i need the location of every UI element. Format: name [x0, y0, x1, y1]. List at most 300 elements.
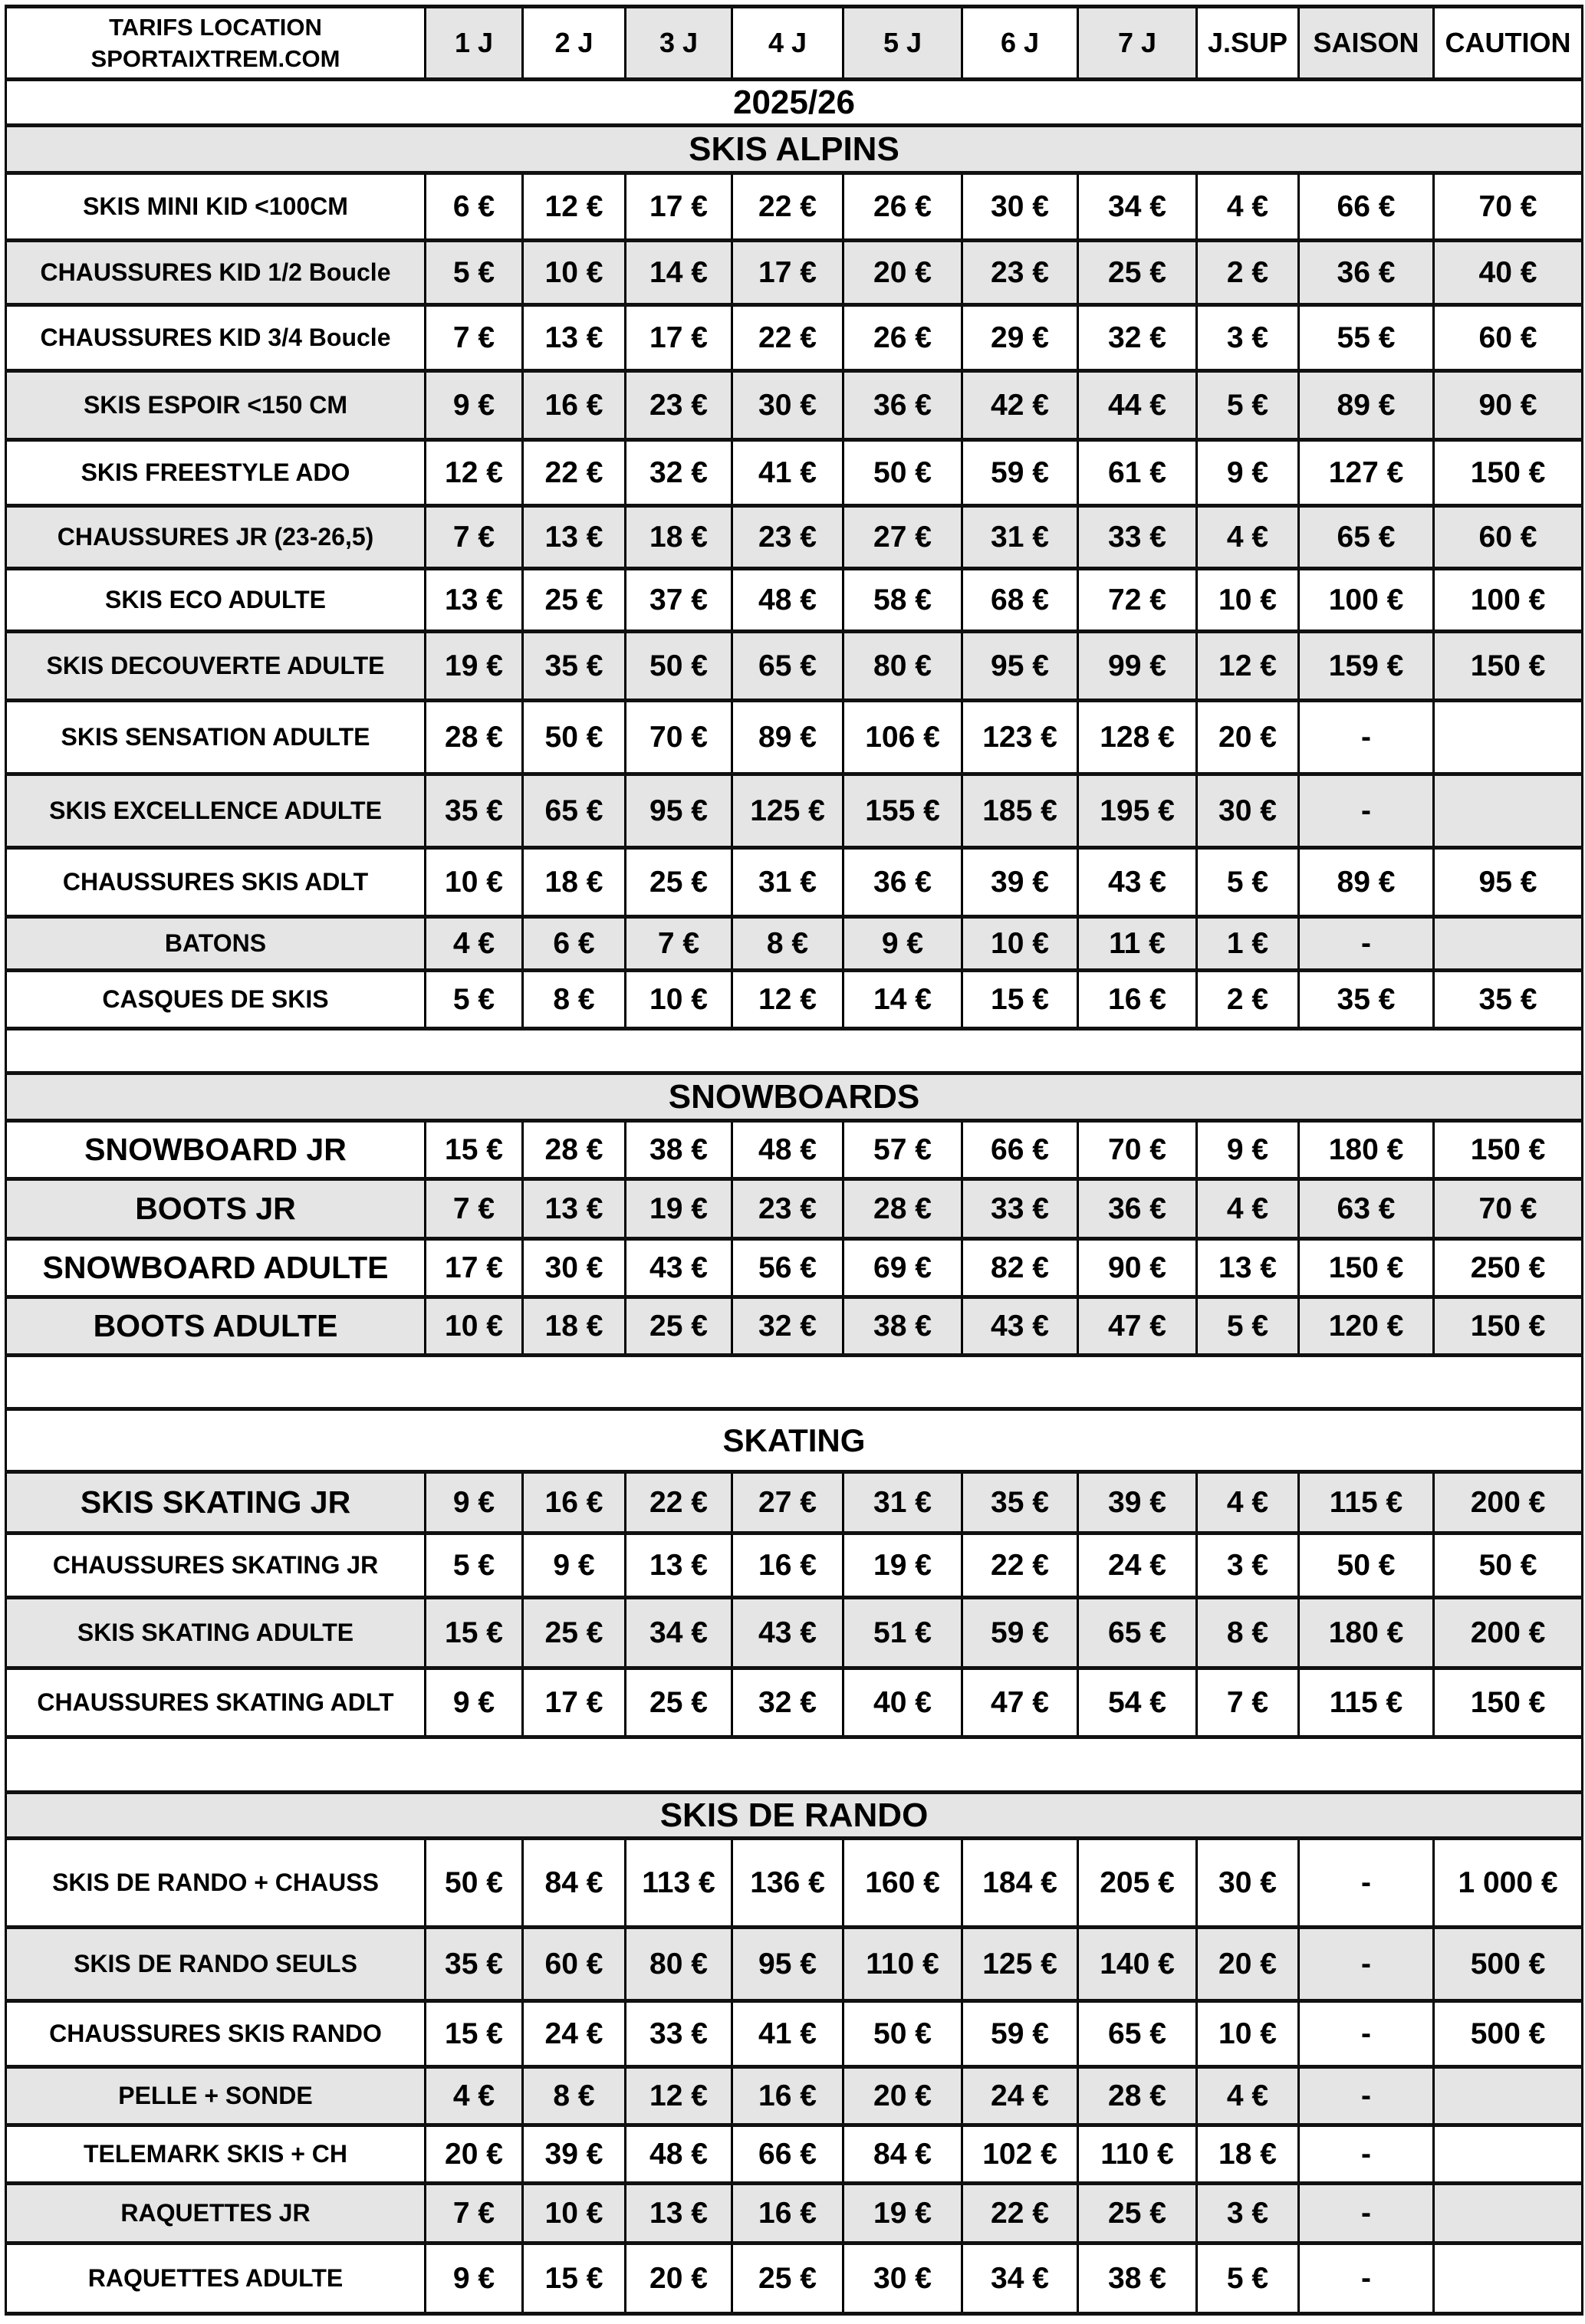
table-row — [6, 701, 1583, 774]
item-label: PELLE + SONDE — [6, 2067, 426, 2125]
price-cell: 72 € — [1078, 569, 1197, 632]
price-cell: 13 € — [1197, 1239, 1299, 1297]
table-row — [6, 1598, 1583, 1668]
price-cell: 24 € — [523, 2001, 626, 2067]
price-cell: 60 € — [1434, 305, 1583, 371]
price-cell: 9 € — [1197, 1121, 1299, 1179]
price-cell: 9 € — [843, 917, 962, 971]
price-cell: 33 € — [962, 1179, 1078, 1239]
price-cell: 30 € — [843, 2243, 962, 2314]
price-cell: - — [1299, 701, 1434, 774]
price-cell: 100 € — [1434, 569, 1583, 632]
table-row — [6, 1839, 1583, 1928]
table-row — [6, 569, 1583, 632]
price-cell: - — [1299, 2001, 1434, 2067]
price-cell: 33 € — [1078, 506, 1197, 569]
price-cell: 13 € — [523, 506, 626, 569]
price-cell: 24 € — [1078, 1533, 1197, 1598]
price-cell: 58 € — [843, 569, 962, 632]
price-cell: 150 € — [1299, 1239, 1434, 1297]
price-cell: 60 € — [1434, 506, 1583, 569]
title-line-1: TARIFS LOCATION — [109, 14, 322, 41]
price-cell: 28 € — [843, 1179, 962, 1239]
price-cell: 25 € — [1078, 2184, 1197, 2243]
price-cell: 17 € — [732, 241, 843, 305]
item-label: SNOWBOARD JR — [6, 1121, 426, 1179]
price-cell: 90 € — [1078, 1239, 1197, 1297]
price-cell: 4 € — [1197, 173, 1299, 241]
table-row — [6, 2243, 1583, 2314]
price-cell: 59 € — [962, 440, 1078, 506]
price-cell: 5 € — [1197, 2243, 1299, 2314]
price-cell: 95 € — [626, 774, 732, 848]
price-cell: 1 € — [1197, 917, 1299, 971]
table-title — [6, 7, 426, 80]
price-cell: 19 € — [426, 632, 523, 701]
price-cell: 180 € — [1299, 1598, 1434, 1668]
price-cell: 184 € — [962, 1839, 1078, 1928]
item-label: BOOTS JR — [6, 1179, 426, 1239]
price-cell: 13 € — [426, 569, 523, 632]
price-cell: 28 € — [1078, 2067, 1197, 2125]
price-cell: 59 € — [962, 2001, 1078, 2067]
price-cell: 20 € — [426, 2125, 523, 2184]
spacer-cell — [6, 1356, 1583, 1409]
table-row — [6, 1297, 1583, 1356]
price-cell: 15 € — [426, 2001, 523, 2067]
price-cell: 12 € — [426, 440, 523, 506]
price-cell: 44 € — [1078, 371, 1197, 440]
price-cell: 10 € — [626, 971, 732, 1029]
price-cell: 115 € — [1299, 1472, 1434, 1533]
section-header-rando — [6, 1793, 1583, 1839]
item-label: SKIS EXCELLENCE ADULTE — [6, 774, 426, 848]
section-header-skating — [6, 1409, 1583, 1472]
price-table — [5, 5, 1583, 2316]
price-cell: 32 € — [732, 1668, 843, 1737]
header-row — [6, 7, 1583, 80]
price-cell: 16 € — [523, 1472, 626, 1533]
price-cell: - — [1299, 2184, 1434, 2243]
price-cell: 30 € — [523, 1239, 626, 1297]
price-cell: 5 € — [426, 241, 523, 305]
price-cell: 106 € — [843, 701, 962, 774]
price-cell: 35 € — [523, 632, 626, 701]
price-cell: 180 € — [1299, 1121, 1434, 1179]
section-title: SKATING — [6, 1409, 1583, 1472]
table-row — [6, 305, 1583, 371]
season-label: 2025/26 — [6, 80, 1583, 126]
price-cell: 18 € — [523, 848, 626, 917]
price-cell: 26 € — [843, 305, 962, 371]
price-cell: 12 € — [626, 2067, 732, 2125]
price-cell: 65 € — [732, 632, 843, 701]
price-cell: 8 € — [523, 2067, 626, 2125]
price-cell: 56 € — [732, 1239, 843, 1297]
table-row — [6, 2001, 1583, 2067]
price-cell: 110 € — [1078, 2125, 1197, 2184]
table-row — [6, 632, 1583, 701]
price-cell: 125 € — [732, 774, 843, 848]
col-header-2j: 2 J — [523, 7, 626, 80]
price-cell: 50 € — [523, 701, 626, 774]
item-label: RAQUETTES ADULTE — [6, 2243, 426, 2314]
price-cell: 9 € — [426, 371, 523, 440]
table-row — [6, 371, 1583, 440]
price-cell: 9 € — [426, 1668, 523, 1737]
price-cell: 100 € — [1299, 569, 1434, 632]
price-cell: 10 € — [426, 1297, 523, 1356]
price-cell: 32 € — [626, 440, 732, 506]
price-cell: 66 € — [1299, 173, 1434, 241]
price-cell: 123 € — [962, 701, 1078, 774]
price-cell: 50 € — [843, 2001, 962, 2067]
price-cell: 13 € — [523, 305, 626, 371]
price-cell: 128 € — [1078, 701, 1197, 774]
price-cell: 50 € — [1299, 1533, 1434, 1598]
price-cell: 47 € — [1078, 1297, 1197, 1356]
price-cell: 23 € — [732, 1179, 843, 1239]
price-cell: 25 € — [1078, 241, 1197, 305]
price-cell: 113 € — [626, 1839, 732, 1928]
price-cell: 4 € — [426, 917, 523, 971]
item-label: SKIS DECOUVERTE ADULTE — [6, 632, 426, 701]
price-cell: 19 € — [843, 2184, 962, 2243]
price-cell: 55 € — [1299, 305, 1434, 371]
price-cell: 35 € — [962, 1472, 1078, 1533]
price-cell — [1434, 2067, 1583, 2125]
price-cell: 30 € — [962, 173, 1078, 241]
section-title: SKIS ALPINS — [6, 126, 1583, 173]
price-cell: 500 € — [1434, 2001, 1583, 2067]
price-cell — [1434, 2125, 1583, 2184]
item-label: SKIS SKATING JR — [6, 1472, 426, 1533]
price-cell: 29 € — [962, 305, 1078, 371]
item-label: SKIS MINI KID <100CM — [6, 173, 426, 241]
price-cell: 33 € — [626, 2001, 732, 2067]
price-cell: - — [1299, 2067, 1434, 2125]
item-label: CHAUSSURES SKIS RANDO — [6, 2001, 426, 2067]
price-cell: 195 € — [1078, 774, 1197, 848]
price-cell: 200 € — [1434, 1472, 1583, 1533]
price-cell: 10 € — [523, 241, 626, 305]
price-cell: - — [1299, 774, 1434, 848]
price-cell: 17 € — [626, 173, 732, 241]
price-cell: 12 € — [732, 971, 843, 1029]
price-cell: 15 € — [426, 1121, 523, 1179]
price-cell: 10 € — [426, 848, 523, 917]
price-cell: 48 € — [626, 2125, 732, 2184]
price-cell: - — [1299, 2243, 1434, 2314]
price-cell: 22 € — [626, 1472, 732, 1533]
price-cell: 69 € — [843, 1239, 962, 1297]
price-cell: 12 € — [523, 173, 626, 241]
price-cell: 23 € — [626, 371, 732, 440]
price-cell: 51 € — [843, 1598, 962, 1668]
price-cell: 89 € — [1299, 848, 1434, 917]
spacer-cell — [6, 1029, 1583, 1073]
price-cell: 23 € — [732, 506, 843, 569]
price-cell: 34 € — [962, 2243, 1078, 2314]
item-label: SNOWBOARD ADULTE — [6, 1239, 426, 1297]
price-cell: 115 € — [1299, 1668, 1434, 1737]
price-cell: 4 € — [1197, 1472, 1299, 1533]
price-cell: 30 € — [1197, 1839, 1299, 1928]
item-label: BATONS — [6, 917, 426, 971]
price-cell: 7 € — [426, 1179, 523, 1239]
price-cell: 20 € — [1197, 1928, 1299, 2001]
price-cell: 40 € — [843, 1668, 962, 1737]
price-cell: 36 € — [843, 848, 962, 917]
price-cell — [1434, 2243, 1583, 2314]
price-cell: 19 € — [843, 1533, 962, 1598]
price-cell: 35 € — [426, 1928, 523, 2001]
price-cell: 43 € — [962, 1297, 1078, 1356]
item-label: SKIS ECO ADULTE — [6, 569, 426, 632]
price-cell: 2 € — [1197, 971, 1299, 1029]
price-cell: 110 € — [843, 1928, 962, 2001]
price-cell: 185 € — [962, 774, 1078, 848]
price-cell: 38 € — [626, 1121, 732, 1179]
table-row — [6, 2125, 1583, 2184]
price-cell: - — [1299, 1839, 1434, 1928]
price-cell: 50 € — [843, 440, 962, 506]
price-cell: 3 € — [1197, 305, 1299, 371]
price-cell: 6 € — [523, 917, 626, 971]
price-cell: 70 € — [1434, 1179, 1583, 1239]
table-row — [6, 1472, 1583, 1533]
price-cell: 13 € — [523, 1179, 626, 1239]
price-cell: 150 € — [1434, 440, 1583, 506]
price-cell: 7 € — [626, 917, 732, 971]
price-cell: 39 € — [523, 2125, 626, 2184]
section-header-alpins — [6, 126, 1583, 173]
price-cell: 4 € — [1197, 506, 1299, 569]
price-cell: 20 € — [1197, 701, 1299, 774]
table-row — [6, 440, 1583, 506]
price-cell: 84 € — [523, 1839, 626, 1928]
price-cell: 35 € — [1299, 971, 1434, 1029]
price-cell: 10 € — [962, 917, 1078, 971]
price-cell: 8 € — [523, 971, 626, 1029]
table-row — [6, 774, 1583, 848]
price-cell: 70 € — [1078, 1121, 1197, 1179]
price-cell: 136 € — [732, 1839, 843, 1928]
price-cell: 102 € — [962, 2125, 1078, 2184]
price-cell: 36 € — [1299, 241, 1434, 305]
price-cell: 25 € — [626, 1668, 732, 1737]
price-cell: 10 € — [523, 2184, 626, 2243]
price-cell: 15 € — [426, 1598, 523, 1668]
price-cell: 25 € — [732, 2243, 843, 2314]
price-cell: 65 € — [1078, 2001, 1197, 2067]
price-cell: 95 € — [962, 632, 1078, 701]
price-cell: 127 € — [1299, 440, 1434, 506]
price-cell: 48 € — [732, 1121, 843, 1179]
price-cell: 250 € — [1434, 1239, 1583, 1297]
price-cell — [1434, 701, 1583, 774]
col-header-5j: 5 J — [843, 7, 962, 80]
item-label: CHAUSSURES SKATING JR — [6, 1533, 426, 1598]
price-cell: 60 € — [523, 1928, 626, 2001]
item-label: CHAUSSURES JR (23-26,5) — [6, 506, 426, 569]
price-cell — [1434, 2184, 1583, 2243]
price-cell: 63 € — [1299, 1179, 1434, 1239]
price-cell: 35 € — [426, 774, 523, 848]
price-cell: 48 € — [732, 569, 843, 632]
price-cell: 5 € — [426, 1533, 523, 1598]
item-label: CHAUSSURES SKIS ADLT — [6, 848, 426, 917]
price-cell: 9 € — [426, 1472, 523, 1533]
price-cell: 95 € — [732, 1928, 843, 2001]
price-cell: 120 € — [1299, 1297, 1434, 1356]
price-cell: 25 € — [626, 848, 732, 917]
price-cell: 28 € — [426, 701, 523, 774]
table-row — [6, 173, 1583, 241]
price-cell: 16 € — [732, 2184, 843, 2243]
price-cell: 89 € — [1299, 371, 1434, 440]
table-row — [6, 971, 1583, 1029]
col-header-1j: 1 J — [426, 7, 523, 80]
col-header-6j: 6 J — [962, 7, 1078, 80]
price-cell: 32 € — [1078, 305, 1197, 371]
price-cell: 5 € — [426, 971, 523, 1029]
price-cell: 16 € — [732, 2067, 843, 2125]
price-cell: 13 € — [626, 1533, 732, 1598]
price-cell: 12 € — [1197, 632, 1299, 701]
price-cell: 8 € — [732, 917, 843, 971]
price-cell: 16 € — [1078, 971, 1197, 1029]
price-cell: 2 € — [1197, 241, 1299, 305]
price-cell: 23 € — [962, 241, 1078, 305]
item-label: SKIS ESPOIR <150 CM — [6, 371, 426, 440]
item-label: BOOTS ADULTE — [6, 1297, 426, 1356]
table-row — [6, 506, 1583, 569]
price-cell: 150 € — [1434, 1121, 1583, 1179]
price-cell: 84 € — [843, 2125, 962, 2184]
title-line-2: SPORTAIXTREM.COM — [90, 45, 340, 72]
price-cell: 50 € — [1434, 1533, 1583, 1598]
price-cell: 18 € — [1197, 2125, 1299, 2184]
price-cell: 31 € — [962, 506, 1078, 569]
price-cell: 61 € — [1078, 440, 1197, 506]
price-cell: 160 € — [843, 1839, 962, 1928]
price-cell: 25 € — [523, 569, 626, 632]
price-cell: 16 € — [523, 371, 626, 440]
price-cell — [1434, 774, 1583, 848]
spacer-row — [6, 1356, 1583, 1409]
price-cell: 65 € — [1299, 506, 1434, 569]
table-row — [6, 241, 1583, 305]
item-label: CHAUSSURES KID 3/4 Boucle — [6, 305, 426, 371]
price-cell: 150 € — [1434, 632, 1583, 701]
price-cell: 4 € — [426, 2067, 523, 2125]
price-cell: 10 € — [1197, 2001, 1299, 2067]
price-cell: 4 € — [1197, 2067, 1299, 2125]
price-cell: 20 € — [626, 2243, 732, 2314]
price-cell: 32 € — [732, 1297, 843, 1356]
price-cell: 65 € — [523, 774, 626, 848]
item-label: RAQUETTES JR — [6, 2184, 426, 2243]
price-cell: 59 € — [962, 1598, 1078, 1668]
price-cell: 37 € — [626, 569, 732, 632]
price-cell: 31 € — [732, 848, 843, 917]
season-row — [6, 80, 1583, 126]
price-cell: 24 € — [962, 2067, 1078, 2125]
item-label: SKIS DE RANDO + CHAUSS — [6, 1839, 426, 1928]
price-cell: 34 € — [1078, 173, 1197, 241]
price-cell: 7 € — [426, 506, 523, 569]
price-cell: 14 € — [843, 971, 962, 1029]
price-cell: 18 € — [626, 506, 732, 569]
price-cell: 3 € — [1197, 2184, 1299, 2243]
price-cell: 22 € — [962, 1533, 1078, 1598]
col-header-saison: SAISON — [1299, 7, 1434, 80]
col-header-4j: 4 J — [732, 7, 843, 80]
table-row — [6, 2184, 1583, 2243]
price-cell: 7 € — [426, 2184, 523, 2243]
price-cell: 25 € — [626, 1297, 732, 1356]
item-label: CHAUSSURES SKATING ADLT — [6, 1668, 426, 1737]
price-cell: 150 € — [1434, 1297, 1583, 1356]
spacer-row — [6, 1029, 1583, 1073]
price-cell: 125 € — [962, 1928, 1078, 2001]
price-cell: 17 € — [523, 1668, 626, 1737]
price-cell: 90 € — [1434, 371, 1583, 440]
price-cell: 31 € — [843, 1472, 962, 1533]
price-cell: 19 € — [626, 1179, 732, 1239]
price-cell: 66 € — [732, 2125, 843, 2184]
price-cell: 65 € — [1078, 1598, 1197, 1668]
section-header-snowboards — [6, 1073, 1583, 1121]
price-cell: 34 € — [626, 1598, 732, 1668]
price-cell: 80 € — [626, 1928, 732, 2001]
price-cell: 82 € — [962, 1239, 1078, 1297]
price-cell: 38 € — [1078, 2243, 1197, 2314]
price-cell: 30 € — [1197, 774, 1299, 848]
spacer-row — [6, 1737, 1583, 1793]
price-cell: 57 € — [843, 1121, 962, 1179]
price-cell: 22 € — [523, 440, 626, 506]
price-cell: 25 € — [523, 1598, 626, 1668]
price-cell: 26 € — [843, 173, 962, 241]
price-cell: 14 € — [626, 241, 732, 305]
price-cell: 54 € — [1078, 1668, 1197, 1737]
price-cell: 13 € — [626, 2184, 732, 2243]
price-cell: 39 € — [1078, 1472, 1197, 1533]
price-cell: - — [1299, 1928, 1434, 2001]
price-cell: 1 000 € — [1434, 1839, 1583, 1928]
price-cell: 43 € — [626, 1239, 732, 1297]
col-header-7j: 7 J — [1078, 7, 1197, 80]
price-cell: 18 € — [523, 1297, 626, 1356]
price-cell: 42 € — [962, 371, 1078, 440]
price-cell: 17 € — [426, 1239, 523, 1297]
table-row — [6, 1121, 1583, 1179]
price-cell: 28 € — [523, 1121, 626, 1179]
price-cell: 95 € — [1434, 848, 1583, 917]
price-cell: 36 € — [1078, 1179, 1197, 1239]
price-cell: 40 € — [1434, 241, 1583, 305]
price-cell: 5 € — [1197, 371, 1299, 440]
table-row — [6, 917, 1583, 971]
price-cell: 7 € — [1197, 1668, 1299, 1737]
price-cell: 5 € — [1197, 1297, 1299, 1356]
price-cell: 35 € — [1434, 971, 1583, 1029]
price-cell: 27 € — [843, 506, 962, 569]
price-cell: 16 € — [732, 1533, 843, 1598]
item-label: SKIS SENSATION ADULTE — [6, 701, 426, 774]
